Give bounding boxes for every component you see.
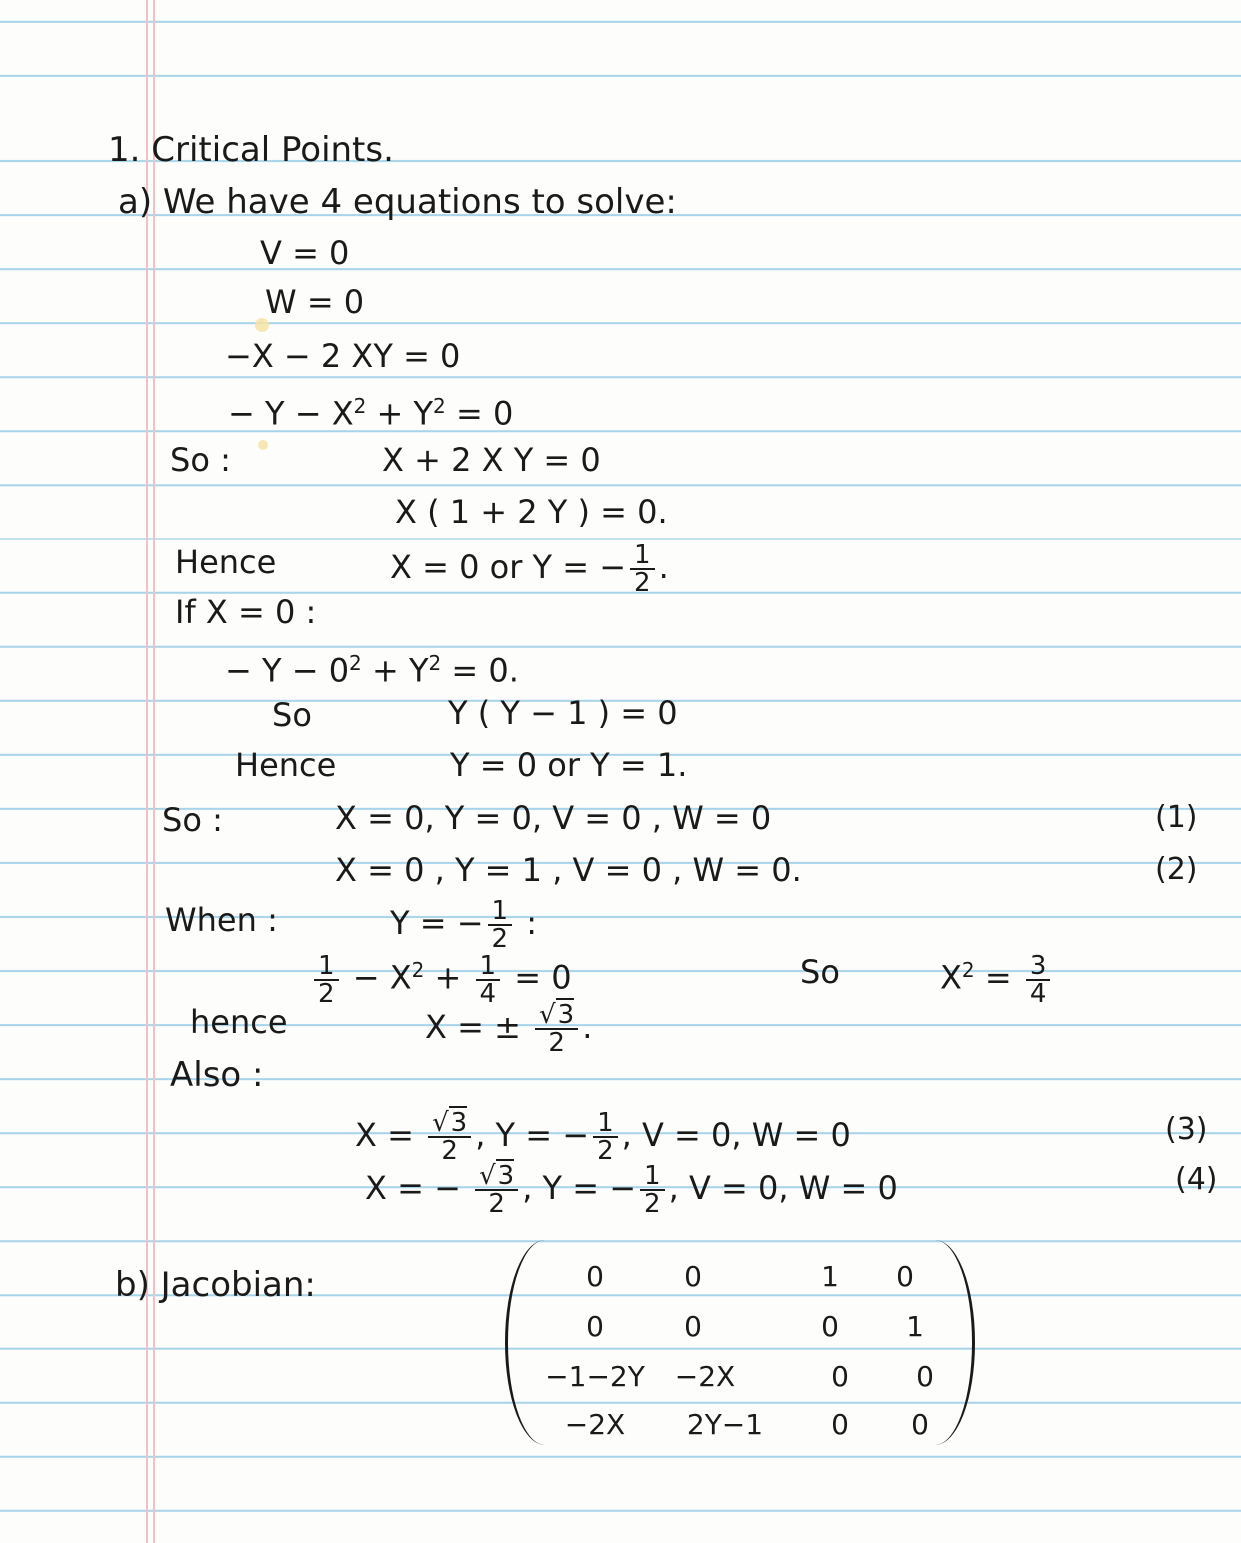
step-line: Y = 0 or Y = 1.	[450, 746, 688, 784]
matrix-cell: 2Y−1	[686, 1408, 764, 1441]
jacobian-matrix	[505, 1240, 975, 1445]
equation-number: (4)	[1175, 1162, 1218, 1197]
step-line	[390, 898, 537, 952]
fraction-numerator: 1	[593, 1110, 618, 1138]
so-label: So :	[162, 801, 223, 839]
fraction-numerator: 1	[630, 542, 655, 570]
fraction-numerator: 1	[488, 898, 513, 926]
fraction-denominator: 4	[1029, 978, 1047, 1009]
step-text: X = ±	[425, 1008, 532, 1046]
hence-label: hence	[190, 1003, 288, 1041]
part-a-intro: a) We have 4 equations to solve:	[118, 182, 677, 222]
matrix-cell: −2X	[564, 1408, 626, 1441]
step-line: X ( 1 + 2 Y ) = 0.	[395, 493, 668, 531]
matrix-cell: 0	[684, 1260, 702, 1293]
matrix-cell: 0	[916, 1360, 934, 1393]
fraction	[593, 1110, 618, 1164]
critical-point-2: X = 0 , Y = 1 , V = 0 , W = 0.	[335, 851, 802, 889]
step-text: = 0.	[441, 651, 519, 690]
step-line: − $Y - 0^2 + Y^2 = 0$.	[225, 651, 519, 690]
matrix-cell: 0	[684, 1310, 702, 1343]
hence-label: Hence	[175, 543, 277, 581]
step-text: − X	[342, 958, 412, 997]
fraction-denominator: 2	[644, 1189, 661, 1219]
equation-number: (1)	[1155, 800, 1198, 835]
fraction-denominator: 2	[491, 924, 509, 954]
matrix-cell: 0	[896, 1260, 914, 1293]
step-text: +	[424, 958, 472, 997]
fraction	[488, 898, 513, 952]
fraction	[640, 1163, 665, 1217]
matrix-cell: 1	[906, 1310, 924, 1343]
so-label: So	[800, 953, 840, 991]
step-text: Y = −	[390, 904, 484, 942]
point-text: , Y = −	[522, 1169, 637, 1207]
fraction	[314, 950, 339, 1009]
fraction-numerator: √3	[428, 1110, 471, 1138]
equation-number: (3)	[1165, 1112, 1208, 1147]
step-text: X = 0 or Y = −	[390, 548, 627, 586]
case-label: If X = 0 :	[175, 593, 317, 631]
step-text: .	[582, 1008, 593, 1046]
also-label: Also :	[170, 1055, 264, 1095]
radicand: 3	[497, 1161, 515, 1191]
fraction	[476, 950, 501, 1009]
fraction	[630, 542, 655, 596]
equation-text: − Y − X	[228, 394, 354, 433]
critical-point-3	[355, 1110, 851, 1164]
critical-point-1: X = 0, Y = 0, V = 0 , W = 0	[335, 799, 772, 837]
step-line: $X^2$ = $\frac{3}{4}$	[940, 950, 1054, 1007]
point-text: X =	[355, 1116, 425, 1154]
step-text: :	[516, 904, 538, 942]
hence-label: Hence	[235, 746, 337, 784]
matrix-cell: 0	[821, 1310, 839, 1343]
equation-text: + Y	[366, 394, 434, 433]
step-text: =	[974, 958, 1022, 997]
fraction-numerator: 1	[640, 1163, 665, 1191]
matrix-cell: 0	[911, 1408, 929, 1441]
matrix-cell: 0	[831, 1408, 849, 1441]
fraction-denominator: 2	[441, 1136, 458, 1166]
equation-number: (2)	[1155, 852, 1198, 887]
fraction	[428, 1110, 471, 1164]
fraction-numerator: 3	[1026, 953, 1051, 981]
step-text: X	[940, 958, 962, 997]
equation-text: = 0	[445, 394, 514, 433]
step-line: X + 2 X Y = 0	[382, 441, 601, 479]
point-text: X = −	[365, 1169, 472, 1207]
fraction-denominator: 2	[318, 978, 335, 1009]
step-line	[425, 1002, 592, 1056]
so-label: So	[272, 696, 312, 734]
equation-line: −X − 2 XY = 0	[225, 337, 461, 375]
step-text: .	[658, 548, 669, 586]
fraction	[1026, 950, 1051, 1009]
fraction-numerator: 1	[476, 953, 501, 981]
point-text: , V = 0, W = 0	[621, 1116, 851, 1154]
radicand: 3	[450, 1108, 468, 1138]
point-text: , V = 0, W = 0	[668, 1169, 898, 1207]
matrix-cell: −1−2Y	[545, 1360, 645, 1393]
point-text: , Y = −	[475, 1116, 590, 1154]
part-b-label: b) Jacobian:	[115, 1265, 316, 1305]
equation-line: W = 0	[265, 283, 365, 321]
fraction-denominator: 2	[597, 1136, 614, 1166]
step-text: + Y	[361, 651, 429, 690]
critical-point-4	[365, 1163, 898, 1217]
fraction-denominator: 4	[479, 978, 497, 1009]
step-line: $\frac{1}{2}$ − $X^2$ + $\frac{1}{4}$ = 0	[310, 950, 572, 1007]
matrix-cell: 0	[831, 1360, 849, 1393]
step-text: = 0	[504, 958, 572, 997]
matrix-cell: 0	[586, 1260, 604, 1293]
stain-mark	[258, 440, 268, 450]
equation-line: − $Y - X^2 + Y^2 = 0$	[228, 394, 514, 433]
matrix-cell: 0	[586, 1310, 604, 1343]
fraction-numerator: 1	[314, 953, 339, 981]
matrix-cell: 1	[821, 1260, 839, 1293]
step-text: − Y − 0	[225, 651, 350, 690]
so-label: So :	[170, 441, 231, 479]
step-line: Y ( Y − 1 ) = 0	[448, 694, 678, 732]
fraction-numerator: √3	[475, 1163, 518, 1191]
fraction	[475, 1163, 518, 1217]
matrix-cell: −2X	[674, 1360, 736, 1393]
equation-line: V = 0	[260, 234, 350, 272]
fraction-denominator: 2	[488, 1189, 505, 1219]
fraction-numerator: √3	[535, 1002, 578, 1030]
step-line	[390, 542, 669, 596]
fraction-denominator: 2	[634, 568, 651, 598]
when-label: When :	[165, 901, 278, 939]
section-title: 1. Critical Points.	[108, 130, 394, 170]
fraction	[535, 1002, 578, 1056]
fraction-denominator: 2	[548, 1028, 565, 1058]
radicand: 3	[557, 1000, 575, 1030]
